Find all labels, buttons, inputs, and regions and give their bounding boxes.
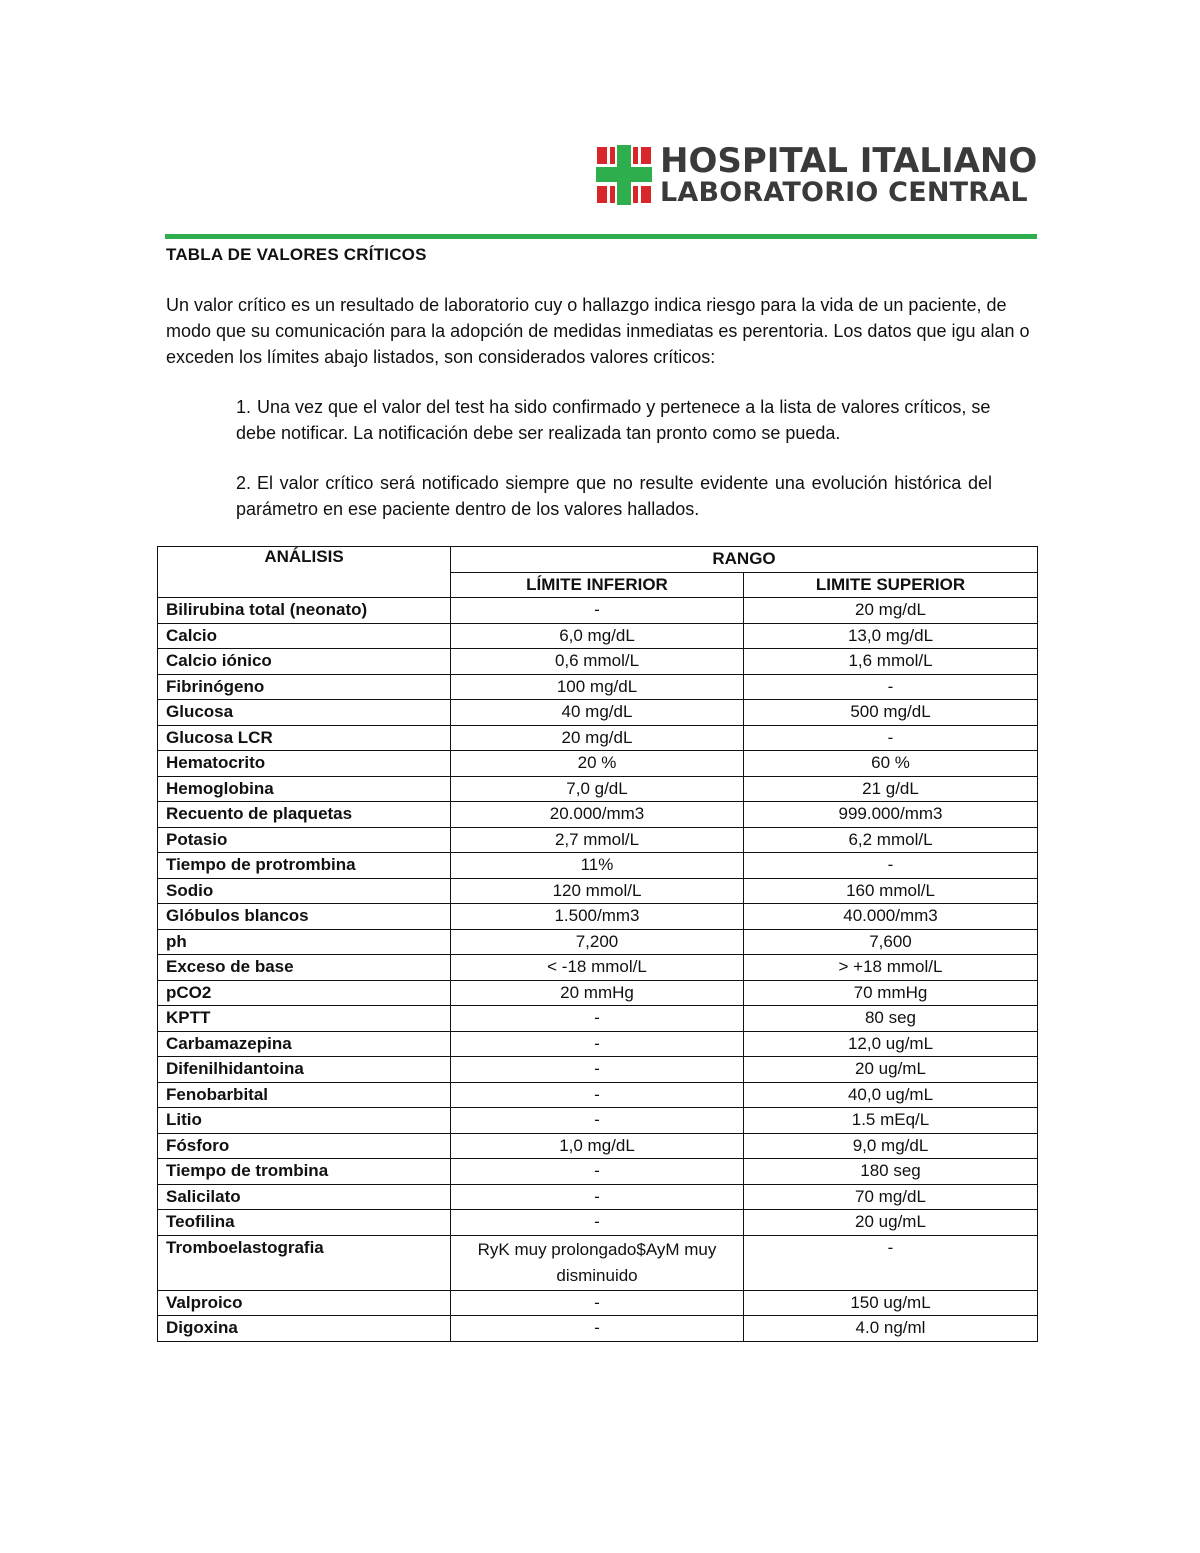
table-header-row [158,547,1038,573]
header-divider [165,234,1037,239]
lower-limit-cell: 1.500/mm3 [451,904,744,930]
table-row [158,904,1038,930]
analysis-name-cell: Salicilato [158,1184,451,1210]
upper-limit-cell: - [744,1235,1038,1290]
table-row [158,1184,1038,1210]
lower-limit-cell: - [451,1031,744,1057]
lower-limit-cell: 7,200 [451,929,744,955]
list-number: 1. [236,397,252,417]
upper-limit-cell: 21 g/dL [744,776,1038,802]
lower-limit-cell: - [451,1108,744,1134]
table-row [158,980,1038,1006]
upper-limit-cell: 9,0 mg/dL [744,1133,1038,1159]
lower-limit-cell: < -18 mmol/L [451,955,744,981]
upper-limit-cell: 20 ug/mL [744,1057,1038,1083]
analysis-name-cell: Exceso de base [158,955,451,981]
lower-limit-cell: - [451,1082,744,1108]
analysis-name-cell: Fibrinógeno [158,674,451,700]
analysis-name-cell: Difenilhidantoina [158,1057,451,1083]
upper-limit-cell: 4.0 ng/ml [744,1316,1038,1342]
table-row [158,649,1038,675]
list-item-1 [236,394,992,446]
list-text: El valor crítico será notificado siempre que no resulte evidente una evolución histórica del parámetro en ese paciente dentro de los valores hallados. [236,473,992,519]
analysis-name-cell: Valproico [158,1290,451,1316]
intro-text: Un valor crítico es un resultado de laboratorio cuy o hallazgo indica riesgo para la vida de un paciente, de modo que su comunicación para la adopción de medidas inmediatas es perentoria. Los datos que igu alan o exceden los límites abajo listados, son considerados valores críticos: [166,295,1030,367]
lower-limit-cell: - [451,598,744,624]
table-row [158,1316,1038,1342]
analysis-name-cell: Potasio [158,827,451,853]
lower-limit-cell: RyK muy prolongado$AyM muy disminuido [451,1235,744,1290]
table-row [158,1210,1038,1236]
list-item-2 [236,470,992,522]
upper-limit-cell: 80 seg [744,1006,1038,1032]
lower-limit-cell: - [451,1159,744,1185]
upper-limit-cell: 160 mmol/L [744,878,1038,904]
table-row [158,751,1038,777]
upper-limit-cell: 150 ug/mL [744,1290,1038,1316]
upper-limit-cell: - [744,725,1038,751]
lower-limit-cell: 120 mmol/L [451,878,744,904]
analysis-name-cell: Digoxina [158,1316,451,1342]
analysis-name-cell: Glucosa LCR [158,725,451,751]
analysis-name-cell: Carbamazepina [158,1031,451,1057]
analysis-name-cell: Glucosa [158,700,451,726]
table-row [158,878,1038,904]
lower-limit-cell: 20 mmHg [451,980,744,1006]
analysis-name-cell: Tromboelastografia [158,1235,451,1290]
analysis-name-cell: Recuento de plaquetas [158,802,451,828]
upper-limit-cell: 40.000/mm3 [744,904,1038,930]
document-title: TABLA DE VALORES CRÍTICOS [166,245,427,264]
lower-limit-cell: - [451,1006,744,1032]
column-header-lower-limit: LÍMITE INFERIOR [451,572,744,598]
intro-paragraph [166,292,1036,370]
list-text: Una vez que el valor del test ha sido confirmado y pertenece a la lista de valores críticos, se debe notificar. La notificación debe ser realizada tan pronto como se pueda. [236,397,991,443]
lower-limit-cell: 7,0 g/dL [451,776,744,802]
upper-limit-cell: 999.000/mm3 [744,802,1038,828]
table-row [158,623,1038,649]
analysis-name-cell: Tiempo de protrombina [158,853,451,879]
table-row [158,1082,1038,1108]
table-row [158,802,1038,828]
analysis-name-cell: Hemoglobina [158,776,451,802]
table-row [158,1108,1038,1134]
logo-text [660,143,1037,207]
lower-limit-cell: 20 mg/dL [451,725,744,751]
lower-limit-cell: 100 mg/dL [451,674,744,700]
upper-limit-cell: 20 ug/mL [744,1210,1038,1236]
lower-limit-cell: - [451,1316,744,1342]
analysis-name-cell: Fenobarbital [158,1082,451,1108]
analysis-name-cell: Bilirubina total (neonato) [158,598,451,624]
lower-limit-cell: 20 % [451,751,744,777]
table-row [158,1006,1038,1032]
upper-limit-cell: 13,0 mg/dL [744,623,1038,649]
analysis-name-cell: ph [158,929,451,955]
table-row [158,955,1038,981]
analysis-name-cell: Tiempo de trombina [158,1159,451,1185]
table-row [158,1159,1038,1185]
table-row [158,1290,1038,1316]
upper-limit-cell: 12,0 ug/mL [744,1031,1038,1057]
analysis-name-cell: Calcio iónico [158,649,451,675]
lower-limit-cell: 2,7 mmol/L [451,827,744,853]
upper-limit-cell: - [744,674,1038,700]
table-row [158,725,1038,751]
upper-limit-cell: 6,2 mmol/L [744,827,1038,853]
table-row [158,1235,1038,1290]
lower-limit-cell: - [451,1057,744,1083]
table-row [158,1057,1038,1083]
upper-limit-cell: 1,6 mmol/L [744,649,1038,675]
lower-limit-cell: - [451,1184,744,1210]
table-row [158,827,1038,853]
analysis-name-cell: Sodio [158,878,451,904]
lower-limit-cell: 11% [451,853,744,879]
table-row [158,1031,1038,1057]
analysis-name-cell: Fósforo [158,1133,451,1159]
analysis-name-cell: Glóbulos blancos [158,904,451,930]
analysis-name-cell: pCO2 [158,980,451,1006]
upper-limit-cell: - [744,853,1038,879]
logo-hospital-name: HOSPITAL ITALIANO [660,141,1038,181]
critical-values-table [157,546,1038,1342]
analysis-name-cell: Calcio [158,623,451,649]
list-number: 2. [236,473,252,493]
analysis-name-cell: Litio [158,1108,451,1134]
table-row [158,776,1038,802]
lower-limit-cell: 1,0 mg/dL [451,1133,744,1159]
logo-laboratory-name: LABORATORIO CENTRAL [660,177,1028,208]
table-body [158,598,1038,1342]
column-header-analysis: ANÁLISIS [158,547,451,598]
upper-limit-cell: 40,0 ug/mL [744,1082,1038,1108]
upper-limit-cell: > +18 mmol/L [744,955,1038,981]
upper-limit-cell: 500 mg/dL [744,700,1038,726]
table-row [158,1133,1038,1159]
hospital-logo [596,143,1036,207]
analysis-name-cell: KPTT [158,1006,451,1032]
table-row [158,674,1038,700]
table-row [158,598,1038,624]
analysis-name-cell: Teofilina [158,1210,451,1236]
lower-limit-cell: 40 mg/dL [451,700,744,726]
upper-limit-cell: 70 mmHg [744,980,1038,1006]
lower-limit-cell: - [451,1210,744,1236]
table-row [158,929,1038,955]
lower-limit-cell: - [451,1290,744,1316]
upper-limit-cell: 7,600 [744,929,1038,955]
upper-limit-cell: 70 mg/dL [744,1184,1038,1210]
upper-limit-cell: 180 seg [744,1159,1038,1185]
upper-limit-cell: 20 mg/dL [744,598,1038,624]
hospital-cross-icon [596,145,652,205]
lower-limit-cell: 0,6 mmol/L [451,649,744,675]
column-header-upper-limit: LIMITE SUPERIOR [744,572,1038,598]
upper-limit-cell: 1.5 mEq/L [744,1108,1038,1134]
lower-limit-cell: 20.000/mm3 [451,802,744,828]
lower-limit-cell: 6,0 mg/dL [451,623,744,649]
column-header-range: RANGO [451,547,1038,573]
table-row [158,853,1038,879]
analysis-name-cell: Hematocrito [158,751,451,777]
upper-limit-cell: 60 % [744,751,1038,777]
table-row [158,700,1038,726]
